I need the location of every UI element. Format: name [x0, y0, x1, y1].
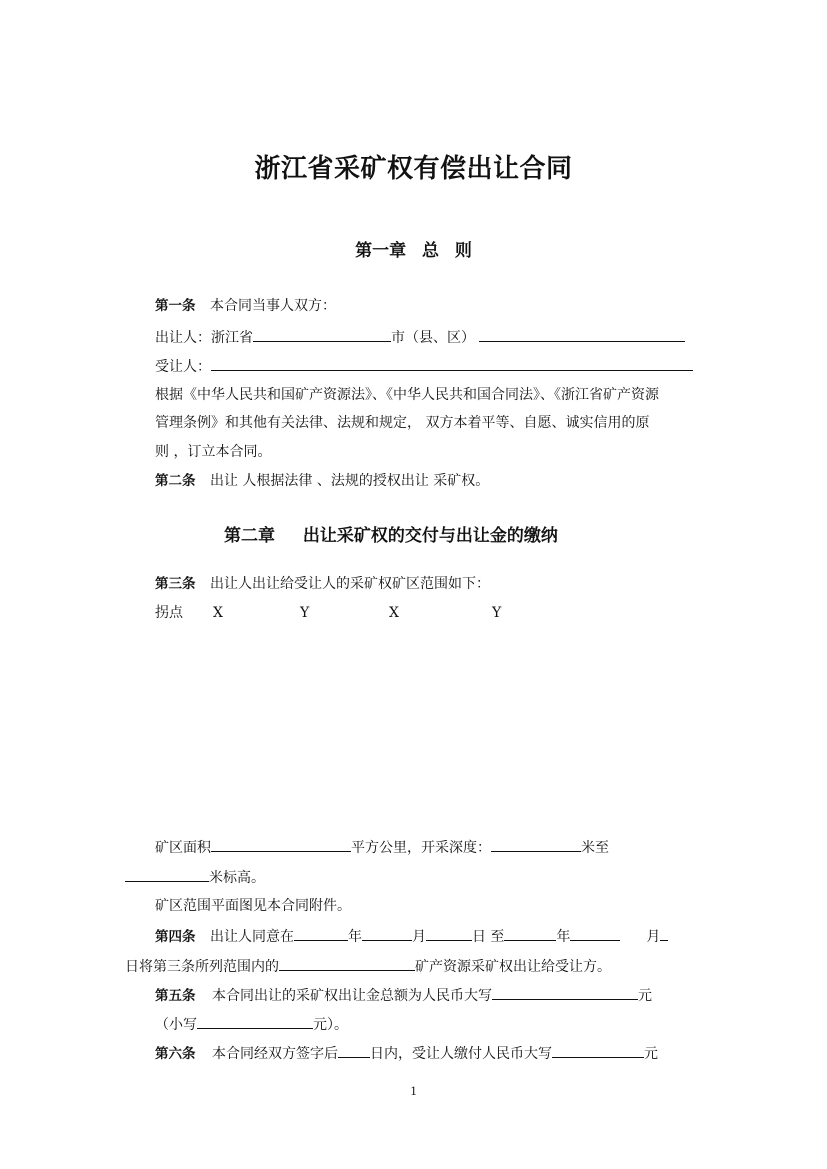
coord-header-x2: X: [389, 605, 399, 621]
article-3: [155, 575, 490, 593]
article-6-unit: 元: [643, 1046, 658, 1062]
area-suffix: 米至: [581, 840, 609, 856]
transferee-prefix: 受让人：: [155, 359, 211, 375]
article-4-month1: 月: [411, 929, 426, 945]
basis-line-3: 则 ，订立本合同。: [155, 444, 272, 460]
fee-uppercase-blank[interactable]: [492, 985, 638, 1000]
document-title: 浙江省采矿权有偿出让合同: [254, 154, 573, 184]
article-4-label: 第四条: [155, 929, 196, 945]
article-5-text: 本合同出让的采矿权出让金总额为人民币大写: [211, 988, 492, 1004]
area-blank[interactable]: [211, 837, 351, 852]
article-4-line-2: [125, 956, 611, 976]
article-6-text-b: 日内，受让人缴付人民币大写: [369, 1046, 552, 1062]
article-1: [155, 297, 336, 315]
coord-header-x1: X: [213, 605, 223, 621]
article-5: [155, 985, 652, 1005]
article-4-text-a: 出让人同意在: [209, 929, 294, 945]
end-day-blank[interactable]: [660, 926, 668, 941]
coord-header-point: 拐点: [155, 605, 183, 621]
coord-header-y2: Y: [492, 605, 502, 621]
transferee-line: [155, 356, 693, 376]
map-note: 矿区范围平面图见本合同附件。: [155, 898, 351, 914]
area-prefix: 矿区面积: [155, 840, 211, 856]
article-4-month2: 月: [646, 929, 661, 945]
fee-numeric-blank[interactable]: [197, 1014, 313, 1029]
page-number: 1: [410, 1083, 417, 1098]
article-5-line-2: [155, 1014, 348, 1034]
article-5-unit: 元: [637, 988, 652, 1004]
start-month-blank[interactable]: [362, 926, 412, 941]
end-year-blank[interactable]: [504, 926, 556, 941]
basis-line-1: 根据《中华人民共和国矿产资源法》、《中华人民共和国合同法》、《浙江省矿产资源: [155, 387, 659, 403]
article-4: [155, 926, 668, 946]
chapter-1-heading: 第一章 总 则: [355, 241, 472, 261]
transferor-mid: 市（县、区）: [391, 330, 475, 346]
article-6-label: 第六条: [155, 1046, 196, 1062]
start-day-blank[interactable]: [426, 926, 472, 941]
article-4-year2: 年: [556, 929, 571, 945]
article-3-label: 第三条: [155, 576, 196, 592]
area-line: [155, 837, 609, 857]
article-1-label: 第一条: [155, 298, 196, 314]
article-2: [155, 472, 489, 490]
article-4-line2-prefix: 日将第三条所列范围内的: [125, 959, 279, 975]
transferee-blank[interactable]: [211, 356, 693, 371]
article-4-day1: 日 至: [471, 929, 505, 945]
article-6-text-a: 本合同经双方签字后: [211, 1046, 338, 1062]
depth-from-blank[interactable]: [491, 837, 581, 852]
basis-line-2: 管理条例》和其他有关法律、法规和规定， 双方本着平等、自愿、诚实信用的原: [155, 415, 650, 431]
start-year-blank[interactable]: [294, 926, 348, 941]
article-5-small-suffix: 元）。: [313, 1017, 348, 1033]
article-2-text: 出让 人根据法律 、法规的授权出让 采矿权。: [209, 473, 490, 489]
article-5-small-prefix: （小写: [155, 1017, 197, 1033]
article-6: [155, 1043, 658, 1063]
article-4-year1: 年: [347, 929, 362, 945]
mineral-type-blank[interactable]: [279, 956, 415, 971]
days-blank[interactable]: [338, 1043, 370, 1058]
depth-line: [125, 867, 265, 887]
article-1-text: 本合同当事人双方：: [209, 298, 336, 314]
transferor-city-blank[interactable]: [253, 327, 391, 342]
article-2-label: 第二条: [155, 473, 196, 489]
depth-suffix: 米标高。: [209, 870, 265, 886]
article-3-text: 出让人出让给受让人的采矿权矿区范围如下：: [209, 576, 490, 592]
end-month-blank[interactable]: [570, 926, 620, 941]
coord-header-y1: Y: [300, 605, 310, 621]
transferor-county-blank[interactable]: [479, 327, 685, 342]
article-5-label: 第五条: [155, 988, 196, 1004]
area-mid: 平方公里，开采深度：: [351, 840, 491, 856]
payment-uppercase-blank[interactable]: [552, 1043, 644, 1058]
transferor-line: [155, 327, 685, 347]
article-4-line2-suffix: 矿产资源采矿权出让给受让方。: [415, 959, 611, 975]
chapter-2-heading: 第二章 出让采矿权的交付与出让金的缴纳: [224, 526, 558, 546]
depth-to-blank[interactable]: [125, 867, 209, 882]
transferor-prefix: 出让人：浙江省: [155, 330, 253, 346]
